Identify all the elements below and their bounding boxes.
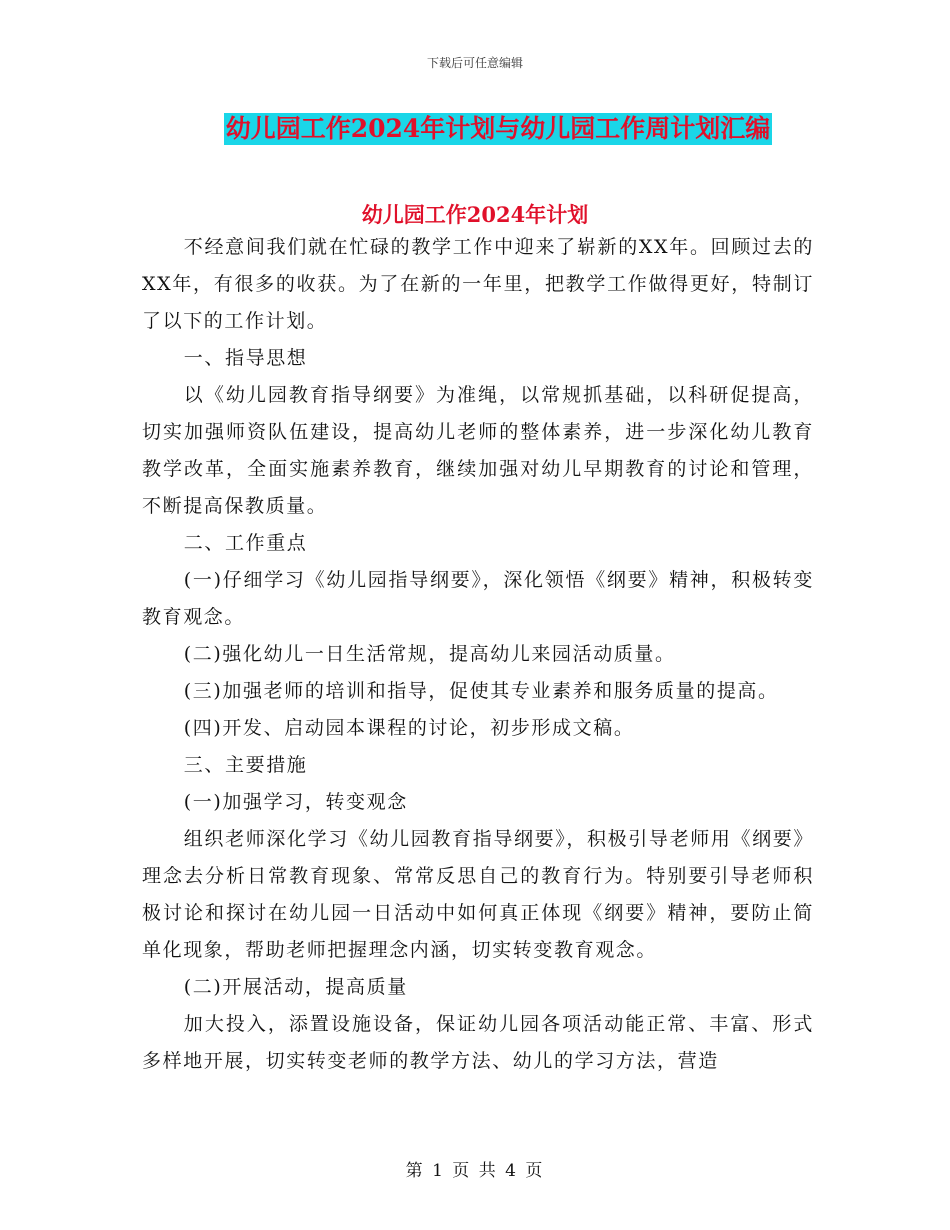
document-title-wrap xyxy=(0,113,950,145)
paragraph-focus-1: (一)仔细学习《幼儿园指导纲要》，深化领悟《纲要》精神，积极转变教育观念。 xyxy=(142,569,814,628)
paragraph-focus-2: (二)强化幼儿一日生活常规，提高幼儿来园活动质量。 xyxy=(183,643,676,665)
document-body xyxy=(142,229,814,1080)
paragraph-intro: 不经意间我们就在忙碌的教学工作中迎来了崭新的XX年。回顾过去的XX年，有很多的收获。为了在新的一年里，把教学工作做得更好，特制订了以下的工作计划。 xyxy=(142,236,814,332)
document-title: 幼儿园工作2024年计划与幼儿园工作周计划汇编 xyxy=(225,114,771,143)
heading-main-measures: 三、主要措施 xyxy=(183,754,308,776)
subheading-measure-1: (一)加强学习，转变观念 xyxy=(183,791,408,813)
header-note: 下载后可任意编辑 xyxy=(426,56,523,70)
page-footer: 第 1 页 共 4 页 xyxy=(405,1161,545,1181)
paragraph-focus-3: (三)加强老师的培训和指导，促使其专业素养和服务质量的提高。 xyxy=(183,680,779,702)
paragraph-guiding-ideology: 以《幼儿园教育指导纲要》为准绳，以常规抓基础，以科研促提高，切实加强师资队伍建设，提高幼儿老师的整体素养，进一步深化幼儿教育教学改革，全面实施素养教育，继续加强对幼儿早期教育的讨论和管理，不断提高保教质量。 xyxy=(142,384,814,517)
paragraph-measure-2: 加大投入，添置设施设备，保证幼儿园各项活动能正常、丰富、形式多样地开展，切实转变老师的教学方法、幼儿的学习方法，营造 xyxy=(142,1013,814,1072)
heading-work-focus: 二、工作重点 xyxy=(183,532,308,554)
section-title: 幼儿园工作2024年计划 xyxy=(361,202,589,227)
paragraph-focus-4: (四)开发、启动园本课程的讨论，初步形成文稿。 xyxy=(183,717,635,739)
paragraph-measure-1: 组织老师深化学习《幼儿园教育指导纲要》，积极引导老师用《纲要》理念去分析日常教育现象、常常反思自己的教育行为。特别要引导老师积极讨论和探讨在幼儿园一日活动中如何真正体现《纲要》精神，要防止简单化现象，帮助老师把握理念内涵，切实转变教育观念。 xyxy=(142,828,814,961)
heading-guiding-ideology: 一、指导思想 xyxy=(183,347,308,369)
subheading-measure-2: (二)开展活动，提高质量 xyxy=(183,976,408,998)
